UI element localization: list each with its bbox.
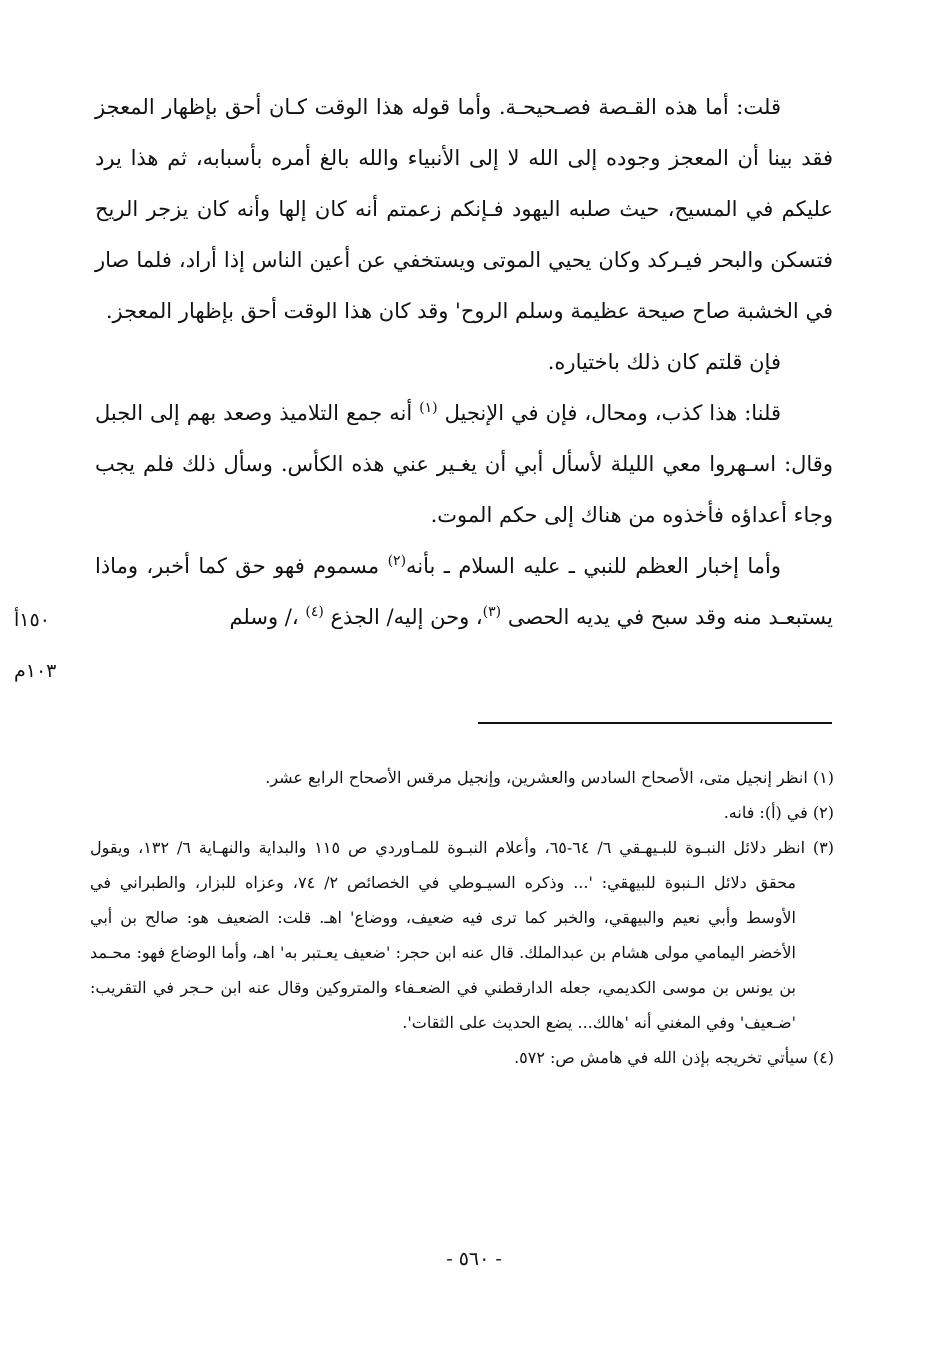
paragraph-4 bbox=[95, 541, 833, 643]
margin-note-folio-1: ١٥٠أ bbox=[14, 609, 50, 631]
paragraph-4-text-a: وأما إخبار العظم للنبي ـ عليه السلام ـ بأنه bbox=[406, 554, 781, 578]
paragraph-3-text-a: قلنا: هذا كذب، ومحال، فإن في الإنجيل bbox=[444, 401, 781, 425]
footnote-3: (٣) انظر دلائل النبـوة للبـيهـقي ٦/ ٦٤-٦٥، وأعلام النبـوة للمـاوردي ص ١١٥ والبداية والنهـاية ٦/ ١٣٢، ويقول محقق دلائل الـنبوة للبيهقي: '... وذكره السيـوطي في الخصائص ٢/ ٧٤، وعزاه للبزار، والطبراني في الأوسط وأبي نعيم والبيهقي، والخبر كما ترى فيه ضعيف، ووضاع' اهـ. قلت: الضعيف هو: صالح بن أبي الأخضر اليمامي مولى هشام بن عبدالملك. قال عنه ابن حجر: 'ضعيف يعـتبر به' اهـ، وأما الوضاع فهو: محـمد بن يونس بن موسى الكديمي، جعله الدارقطني في الضعـفاء والمتروكين وقال عنه ابن حـجر في التقريب: 'ضـعيف' وفي المغني أنه 'هالك... يضع الحديث على الثقات'. bbox=[90, 838, 835, 1032]
page-number: - ٥٦٠ - bbox=[446, 1248, 502, 1270]
footnotes bbox=[90, 760, 834, 1075]
footnote-2: (٢) في (أ): فانه. bbox=[723, 803, 834, 822]
paragraph-3-text-b: أنه جمع التلاميذ وصعد بهم إلى الجبل وقال: اسـهروا معي الليلة لأسأل أبي أن يغـير عني هذه الكأس. وسأل ذلك فلم يجب وجاء أعداؤه فأخذوه من هناك إلى حكم الموت. bbox=[95, 401, 833, 527]
paragraph-1: قلت: أما هذه القـصة فصـحيحـة. وأما قوله هذا الوقت كـان أحق بإظهار المعجز فقد بينا أن المعجز وجوده إلى الله لا إلى الأنبياء والله بالغ أمره بأسبابه، ثم هذا يرد عليكم في المسيح، حيث صلبه اليهود فـإنكم زعمتم أنه كان إلها وأنه كان يزجر الريح فتسكن والبحر فيـركد وكان يحيي الموتى ويستخفي عن أعين الناس إذا أراد، فلما صار في الخشبة صاح صيحة عظيمة وسلم الروح' وقد كان هذا الوقت أحق بإظهار المعجز. bbox=[95, 95, 833, 323]
main-text bbox=[95, 82, 833, 643]
footnote-ref-3: (٣) bbox=[482, 604, 502, 620]
footnote-ref-1: (١) bbox=[419, 400, 438, 416]
paragraph-4-text-c: ، وحن إليه/ الجذع bbox=[330, 605, 483, 629]
paragraph-2: فإن قلتم كان ذلك باختياره. bbox=[547, 350, 781, 374]
paragraph-4-text-b: مسموم فهو حق كما أخبر، وماذا يستبعـد منه وقد سبح في يديه الحصى bbox=[95, 554, 833, 629]
footnote-ref-2: (٢) bbox=[387, 553, 407, 569]
paragraph-3 bbox=[95, 388, 833, 541]
paragraph-4-text-d: ،/ وسلم bbox=[229, 605, 299, 629]
margin-note-folio-2: ١٠٣م bbox=[14, 660, 57, 682]
footnote-4: (٤) سيأتي تخريجه بإذن الله في هامش ص: ٥٧٢. bbox=[514, 1048, 834, 1067]
footnote-1: (١) انظر إنجيل متى، الأصحاح السادس والعشرين، وإنجيل مرقس الأصحاح الرابع عشر. bbox=[265, 768, 834, 787]
footnote-separator bbox=[478, 722, 832, 724]
footnote-ref-4: (٤) bbox=[305, 604, 324, 620]
